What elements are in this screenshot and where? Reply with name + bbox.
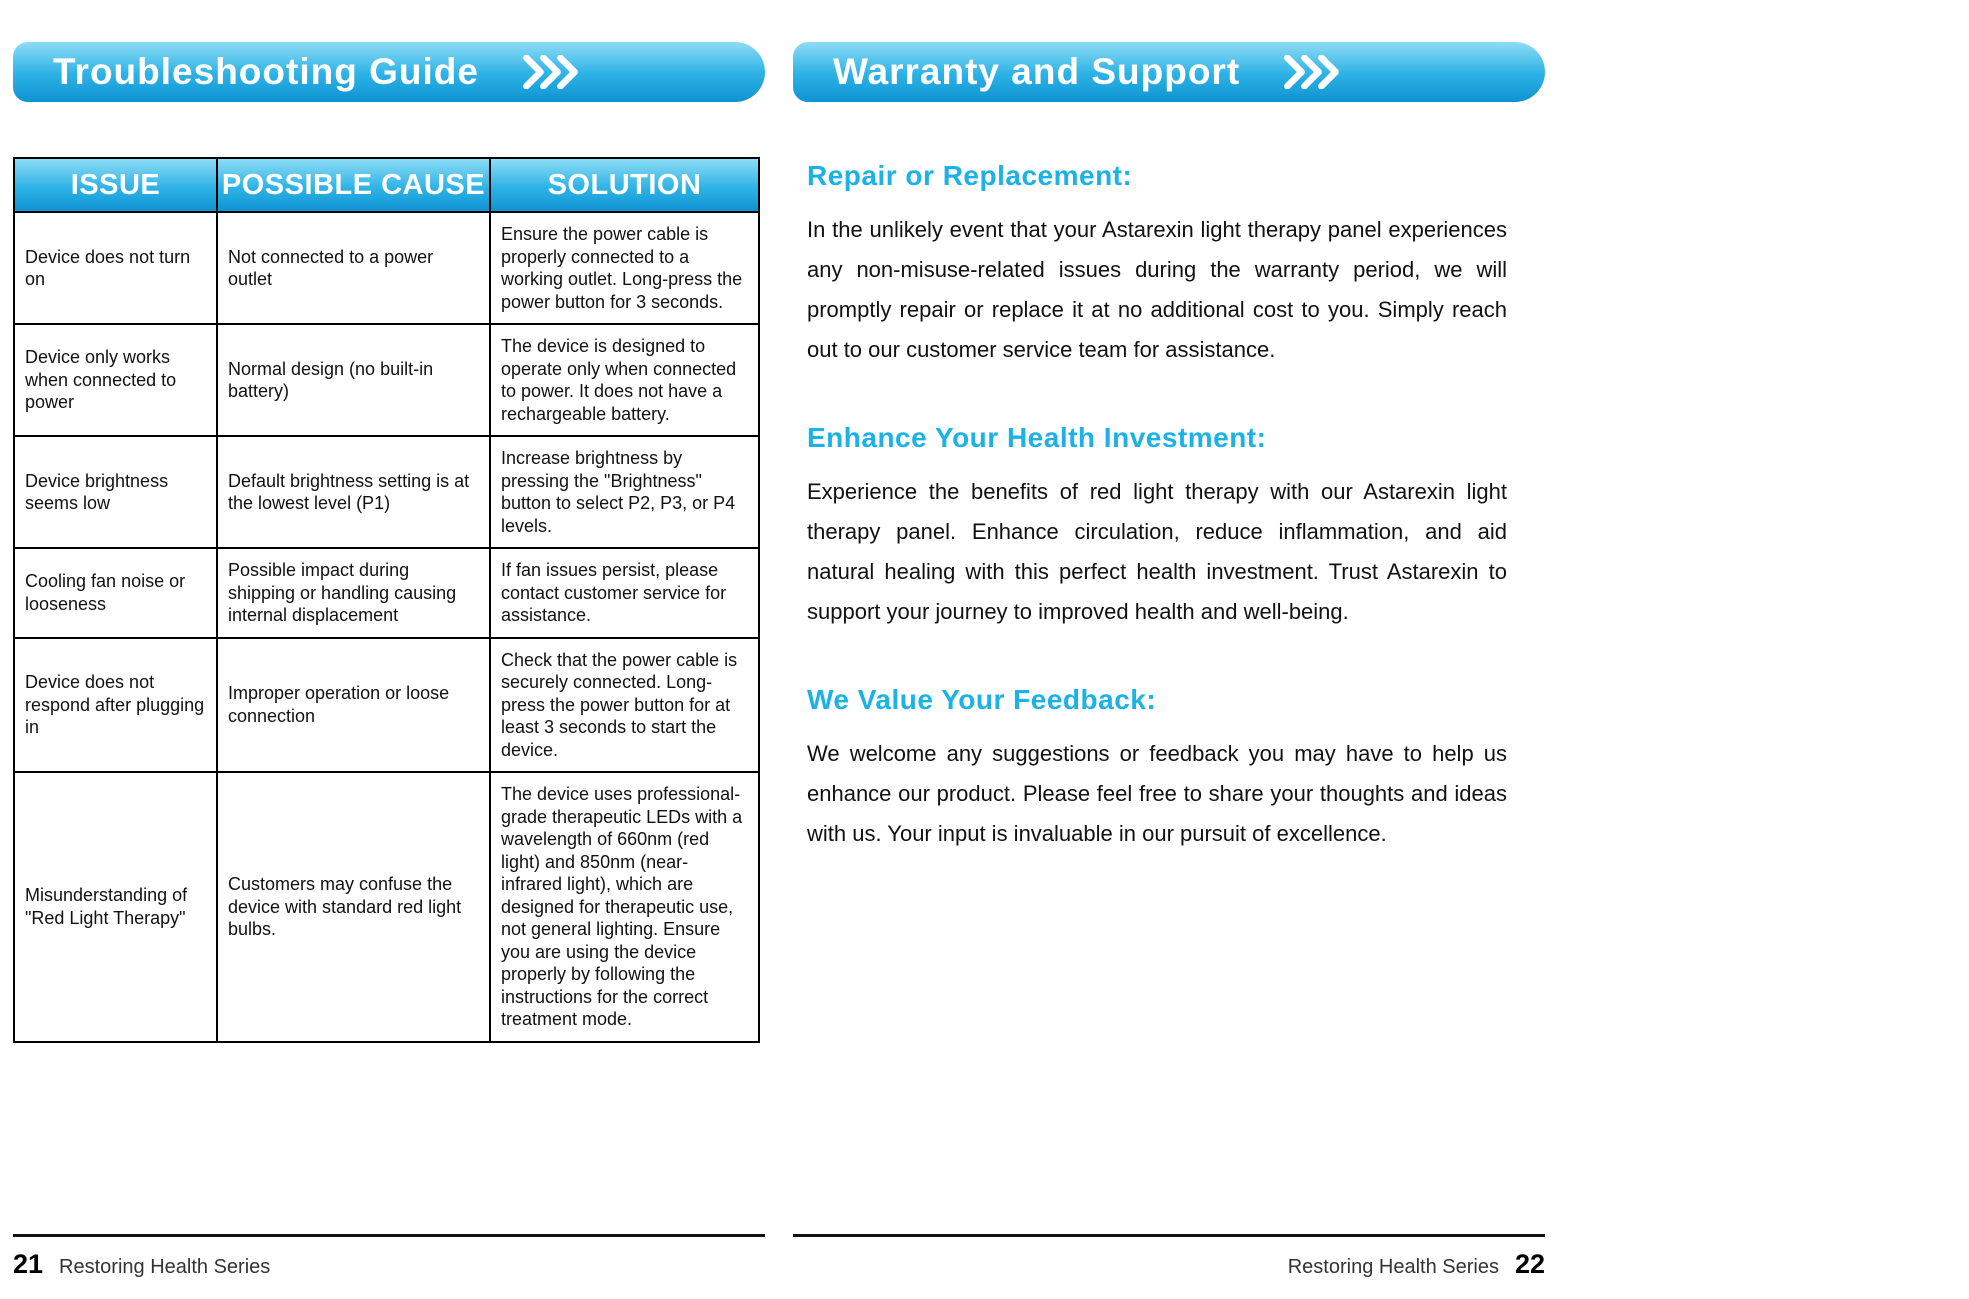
issue-cell: Device does not turn on [14, 212, 217, 324]
cause-cell: Improper operation or loose connection [217, 638, 490, 773]
series-title: Restoring Health Series [59, 1256, 271, 1278]
issue-cell: Device does not respond after plugging in [14, 638, 217, 773]
section-body: We welcome any suggestions or feedback you may have to help us enhance our product. Please feel free to share your thoughts and ideas with us. Your input is invaluable in our pursuit of excellence. [807, 741, 1507, 846]
page-warranty [793, 0, 1545, 1299]
issue-column-header: ISSUE [14, 158, 217, 212]
page-troubleshooting [13, 0, 765, 1299]
issue-cell: Cooling fan noise or looseness [14, 548, 217, 638]
troubleshooting-table [13, 157, 760, 1043]
table-row [14, 548, 759, 638]
solution-cell: If fan issues persist, please contact customer service for assistance. [490, 548, 759, 638]
cause-cell: Normal design (no built-in battery) [217, 324, 490, 436]
page-title: Troubleshooting Guide [53, 51, 479, 92]
section-body: Experience the benefits of red light therapy with our Astarexin light therapy panel. Enhance circulation, reduce inflammation, and aid natural healing with this perfect health investment. Trust Astarexin to support your journey to improved health and well-being. [807, 479, 1507, 624]
solution-cell: The device uses professional-grade therapeutic LEDs with a wavelength of 660nm (red light) and 850nm (near-infrared light), which are designed for therapeutic use, not general lighting. Ensure you are using the device properly by following the instructions for the correct treatment mode. [490, 772, 759, 1042]
issue-cell: Device only works when connected to power [14, 324, 217, 436]
section-repair [807, 160, 1507, 370]
solution-cell: Check that the power cable is securely connected. Long-press the power button for at least 3 seconds to start the device. [490, 638, 759, 773]
page-title: Warranty and Support [833, 51, 1241, 92]
right-page-footer [793, 1234, 1545, 1280]
solution-cell: Ensure the power cable is properly connected to a working outlet. Long-press the power button for 3 seconds. [490, 212, 759, 324]
table-row [14, 212, 759, 324]
cause-column-header: POSSIBLE CAUSE [217, 158, 490, 212]
table-row [14, 324, 759, 436]
troubleshooting-banner [13, 42, 765, 102]
issue-cell: Misunderstanding of "Red Light Therapy" [14, 772, 217, 1042]
cause-cell: Possible impact during shipping or handling causing internal displacement [217, 548, 490, 638]
solution-cell: The device is designed to operate only when connected to power. It does not have a rechargeable battery. [490, 324, 759, 436]
cause-cell: Customers may confuse the device with standard red light bulbs. [217, 772, 490, 1042]
page-number: 21 [13, 1249, 44, 1279]
table-row [14, 638, 759, 773]
section-heading: Enhance Your Health Investment: [807, 422, 1267, 453]
solution-cell: Increase brightness by pressing the "Brightness" button to select P2, P3, or P4 levels. [490, 436, 759, 548]
warranty-banner [793, 42, 1545, 102]
cause-cell: Not connected to a power outlet [217, 212, 490, 324]
section-heading: We Value Your Feedback: [807, 684, 1157, 715]
table-header-row [14, 158, 759, 212]
table-row [14, 772, 759, 1042]
warranty-sections [807, 160, 1507, 854]
left-page-footer [13, 1234, 765, 1280]
section-heading: Repair or Replacement: [807, 160, 1133, 191]
triple-chevron-icon [1282, 55, 1340, 89]
triple-chevron-icon [521, 55, 579, 89]
section-health-investment [807, 422, 1507, 632]
issue-cell: Device brightness seems low [14, 436, 217, 548]
series-title: Restoring Health Series [1287, 1256, 1499, 1278]
section-body: In the unlikely event that your Astarexin light therapy panel experiences any non-misuse-related issues during the warranty period, we will promptly repair or replace it at no additional cost to you. Simply reach out to our customer service team for assistance. [807, 217, 1507, 362]
section-feedback [807, 684, 1507, 854]
page-number: 22 [1514, 1249, 1545, 1279]
table-row [14, 436, 759, 548]
solution-column-header: SOLUTION [490, 158, 759, 212]
cause-cell: Default brightness setting is at the lowest level (P1) [217, 436, 490, 548]
